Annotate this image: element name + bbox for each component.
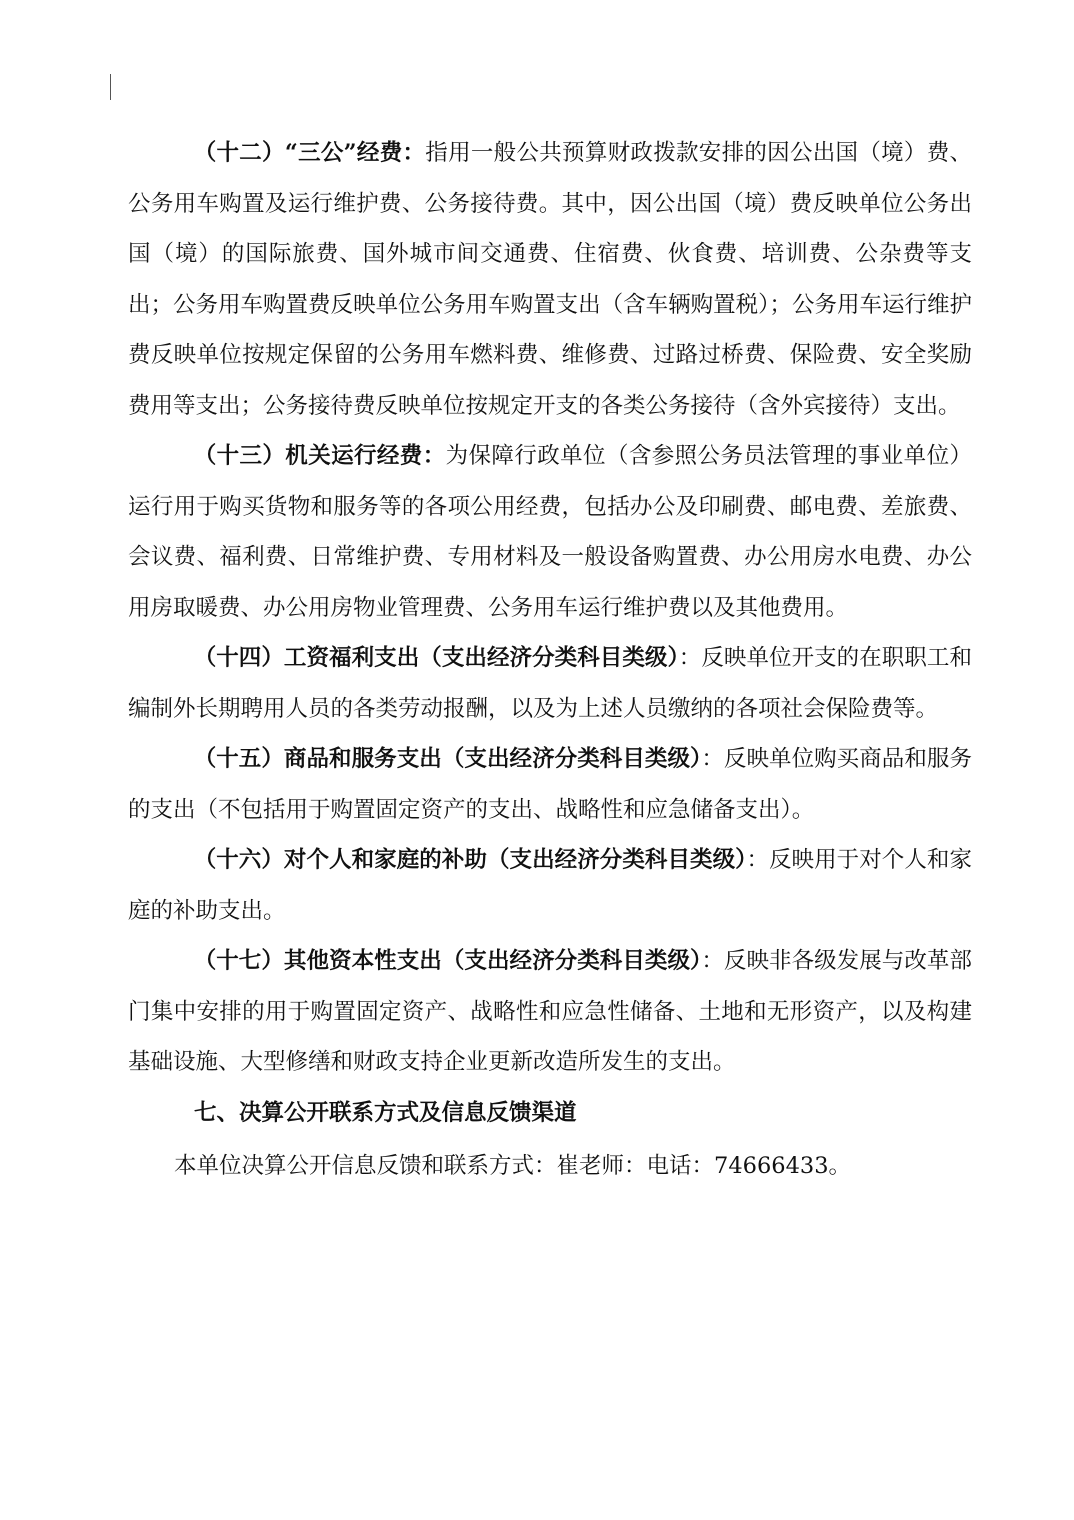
definition-san-gong-funds: 指用一般公共预算财政拨款安排的因公出国（境）费、公务用车购置及运行维护费、公务接待费。其中，因公出国（境）费反映单位公务出国（境）的国际旅费、国外城市间交通费、住宿费、伙食费、培训费、公杂费等支出；公务用车购置费反映单位公务用车购置支出（含车辆购置税）；公务用车运行维护费反映单位按规定保留的公务用车燃料费、维修费、过路过桥费、保险费、安全奖励费用等支出；公务接待费反映单位按规定开支的各类公务接待（含外宾接待）支出。 xyxy=(128,140,972,419)
term-wage-welfare: （十四）工资福利支出（支出经济分类科目类级） xyxy=(193,645,679,671)
paragraph-household-subsidies xyxy=(128,835,972,936)
section-heading-contact: 七、决算公开联系方式及信息反馈渠道 xyxy=(194,1099,577,1126)
definition-other-capital: ：反映非各级发展与改革部门集中安排的用于购置固定资产、战略性和应急性储备、土地和无形资产，以及构建基础设施、大型修缮和财政支持企业更新改造所发生的支出。 xyxy=(128,948,972,1075)
definition-goods-services: ：反映单位购买商品和服务的支出（不包括用于购置固定资产的支出、战略性和应急储备支出）。 xyxy=(128,746,972,823)
term-other-capital: （十七）其他资本性支出（支出经济分类科目类级） xyxy=(193,948,702,974)
term-agency-operating-funds: （十三）机关运行经费： xyxy=(193,443,446,469)
paragraph-goods-services xyxy=(128,734,972,835)
definition-agency-operating-funds: 为保障行政单位（含参照公务员法管理的事业单位）运行用于购买货物和服务等的各项公用经费，包括办公及印刷费、邮电费、差旅费、会议费、福利费、日常维护费、专用材料及一般设备购置费、办公用房水电费、办公用房取暖费、办公用房物业管理费、公务用车运行维护费以及其他费用。 xyxy=(128,443,972,621)
definition-household-subsidies: ：反映用于对个人和家庭的补助支出。 xyxy=(128,847,972,924)
term-household-subsidies: （十六）对个人和家庭的补助（支出经济分类科目类级） xyxy=(193,847,747,873)
paragraph-agency-operating-funds xyxy=(128,431,972,633)
contact-line xyxy=(128,1138,972,1194)
contact-end: 。 xyxy=(828,1152,852,1179)
text-cursor-mark xyxy=(110,74,111,100)
term-san-gong-funds: （十二）“三公”经费： xyxy=(193,140,426,166)
contact-phone: 74666433 xyxy=(714,1152,829,1179)
contact-text: 本单位决算公开信息反馈和联系方式：崔老师：电话： xyxy=(174,1152,715,1179)
document-body xyxy=(128,128,972,1194)
paragraph-san-gong-funds xyxy=(128,128,972,431)
paragraph-wage-welfare xyxy=(128,633,972,734)
paragraph-other-capital xyxy=(128,936,972,1088)
term-goods-services: （十五）商品和服务支出（支出经济分类科目类级） xyxy=(193,746,702,772)
definition-wage-welfare: ：反映单位开支的在职职工和编制外长期聘用人员的各类劳动报酬，以及为上述人员缴纳的各项社会保险费等。 xyxy=(128,645,972,722)
